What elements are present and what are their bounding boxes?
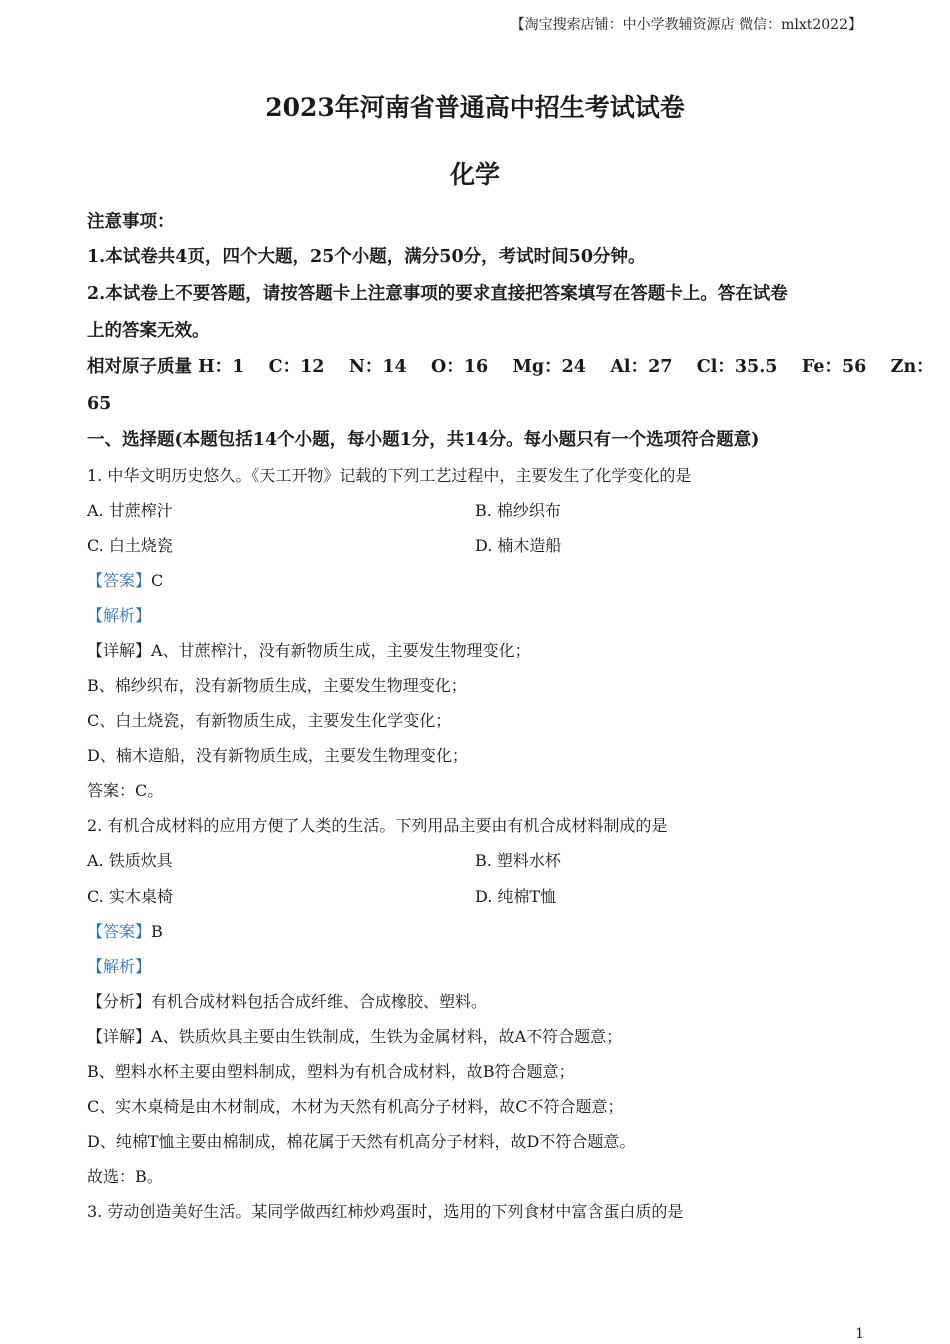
q2-detail-1-text: A、铁质炊具主要由生铁制成，生铁为金属材料，故A不符合题意； [151,1027,623,1046]
q2-answer-tag: 【答案】 [87,922,152,941]
q1-option-c: C. 白土烧瓷 [87,536,173,555]
q2-detail-1 [87,1026,622,1048]
subject-title: 化学 [449,160,500,189]
q1-detail-1-text: A、甘蔗榨汁，没有新物质生成，主要发生物理变化； [151,641,531,660]
atomic-mass-line2: 65 [87,394,112,414]
q2-fenxi-text: 有机合成材料包括合成纤维、合成橡胶、塑料。 [151,992,488,1011]
q1-option-d: D. 楠木造船 [475,536,562,555]
page-number: 1 [855,1326,864,1342]
q2-fenxi [87,991,487,1013]
q3-stem: 3. 劳动创造美好生活。某同学做西红柿炒鸡蛋时，选用的下列食材中富含蛋白质的是 [87,1202,684,1221]
header-note: 【淘宝搜索店铺：中小学教辅资源店 微信：mlxt2022】 [510,17,862,33]
q2-fenxi-tag: 【分析】 [87,992,152,1011]
notice-item-1: 1.本试卷共4页，四个大题，25个小题，满分50分，考试时间50分钟。 [87,247,646,267]
q2-detail-2: B、塑料水杯主要由塑料制成，塑料为有机合成材料，故B符合题意； [87,1062,575,1081]
q2-answer-value: B [151,922,163,941]
q2-conclusion: 故选：B。 [87,1167,163,1186]
q1-detail-2: B、棉纱织布，没有新物质生成，主要发生物理变化； [87,676,467,695]
q2-option-a: A. 铁质炊具 [87,851,173,870]
section-heading: 一、选择题(本题包括14个小题，每小题1分，共14分。每小题只有一个选项符合题意) [87,430,760,450]
q2-analysis-tag: 【解析】 [87,957,152,976]
q2-answer [87,921,163,943]
notice-item-2-line1: 2.本试卷上不要答题，请按答题卡上注意事项的要求直接把答案填写在答题卡上。答在试卷 [87,284,788,304]
q1-answer [87,570,163,592]
q1-detail-tag: 【详解】 [87,641,152,660]
q2-stem: 2. 有机合成材料的应用方便了人类的生活。下列用品主要由有机合成材料制成的是 [87,816,668,835]
q1-answer-value: C [151,571,164,590]
atomic-mass-line1: 相对原子质量 H：1 C：12 N：14 O：16 Mg：24 Al：27 Cl：35.5 Fe：56 Zn： [87,357,934,377]
q1-option-a: A. 甘蔗榨汁 [87,501,173,520]
q2-option-c: C. 实木桌椅 [87,887,173,906]
page-title: 2023年河南省普通高中招生考试试卷 [265,93,685,122]
q1-detail-4: D、楠木造船，没有新物质生成，主要发生物理变化； [87,746,468,765]
q2-detail-4: D、纯棉T恤主要由棉制成，棉花属于天然有机高分子材料，故D不符合题意。 [87,1132,636,1151]
q2-detail-3: C、实木桌椅是由木材制成，木材为天然有机高分子材料，故C不符合题意； [87,1097,624,1116]
q2-option-d: D. 纯棉T恤 [475,887,557,906]
q2-detail-tag: 【详解】 [87,1027,152,1046]
q1-stem: 1. 中华文明历史悠久。《天工开物》记载的下列工艺过程中，主要发生了化学变化的是 [87,466,692,485]
q1-conclusion: 答案：C。 [87,781,164,800]
q1-analysis-tag: 【解析】 [87,606,152,625]
q1-option-b: B. 棉纱织布 [475,501,561,520]
notice-heading: 注意事项： [87,212,175,232]
q1-answer-tag: 【答案】 [87,571,152,590]
q1-detail-3: C、白土烧瓷，有新物质生成，主要发生化学变化； [87,711,452,730]
q2-option-b: B. 塑料水杯 [475,851,561,870]
q1-detail-1 [87,640,531,662]
notice-item-2-line2: 上的答案无效。 [87,321,210,341]
